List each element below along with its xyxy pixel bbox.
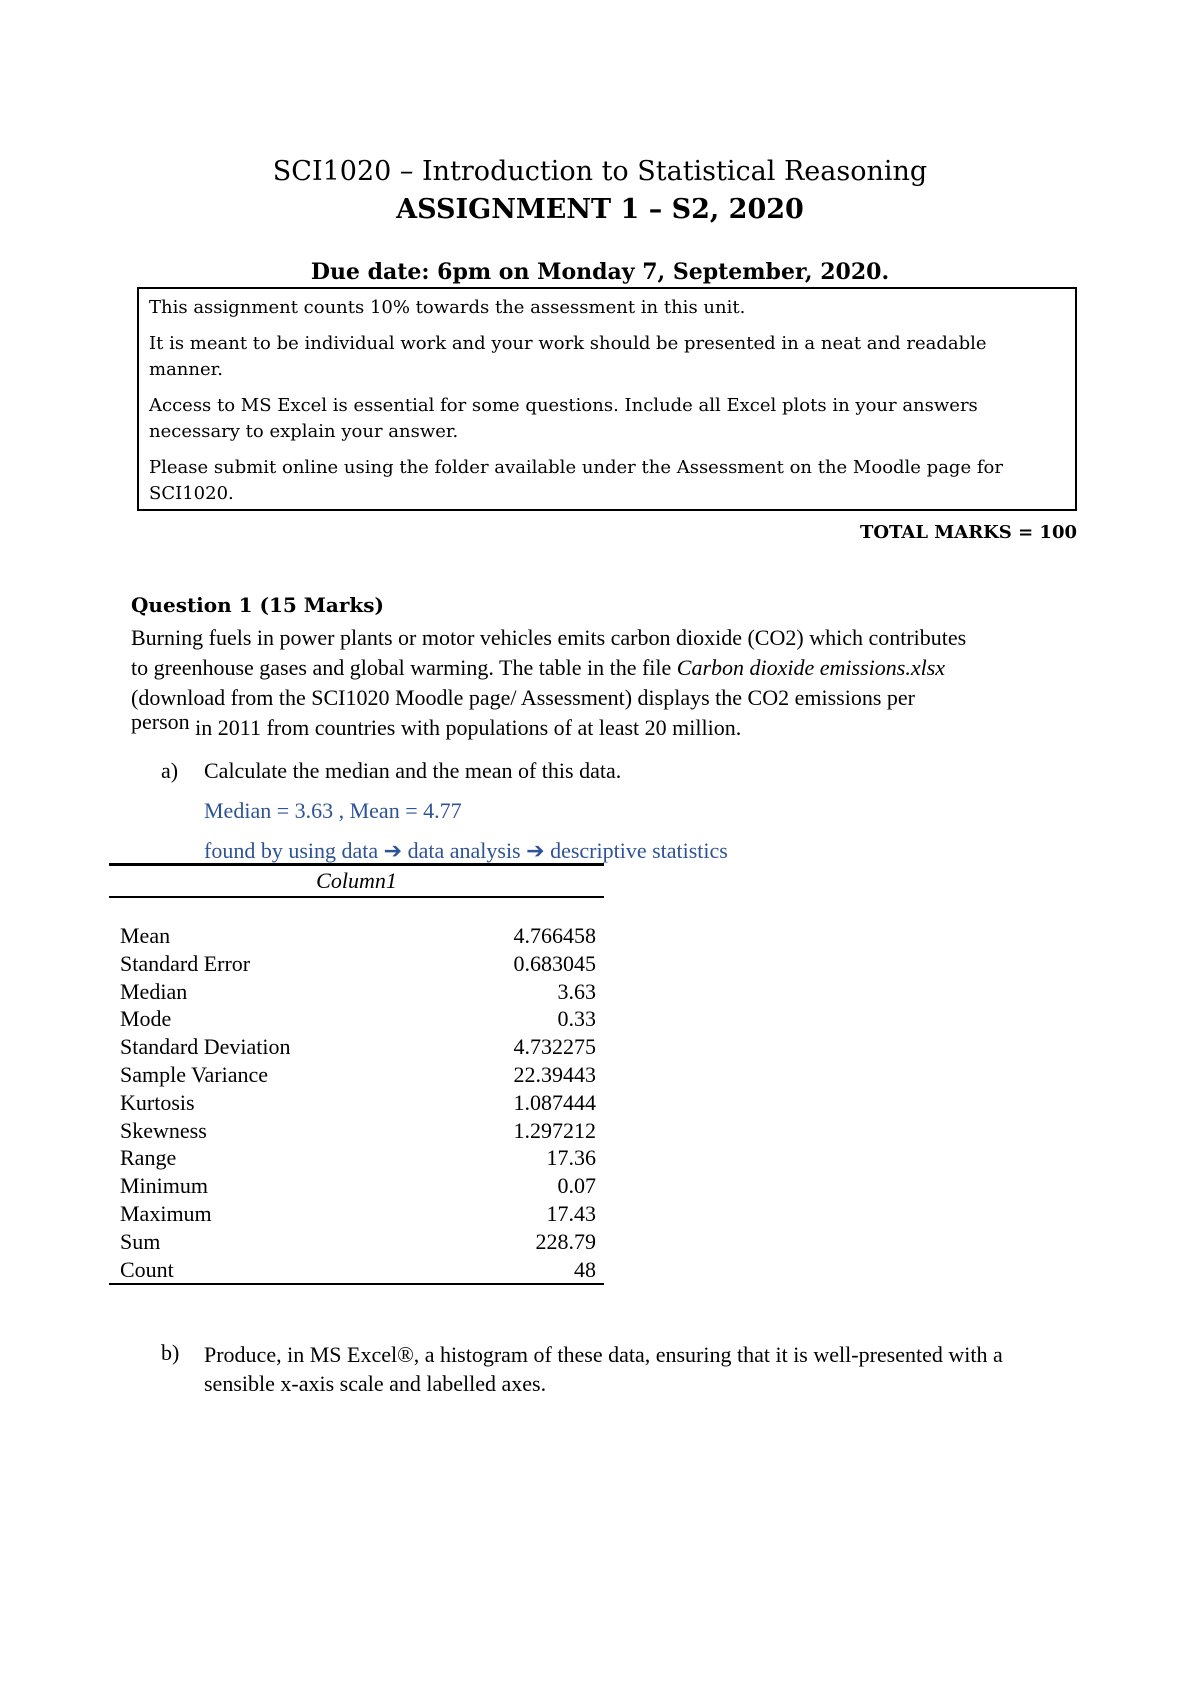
table-row [109, 1117, 604, 1145]
stat-label: Minimum [120, 1173, 209, 1199]
descriptive-statistics-table [109, 863, 604, 1285]
stat-value: 0.33 [557, 1006, 596, 1032]
table-row [109, 978, 604, 1006]
stat-value: 0.683045 [513, 950, 596, 976]
paragraph-line [131, 709, 1071, 743]
assignment-title: ASSIGNMENT 1 – S2, 2020 [396, 194, 804, 225]
stat-label: Standard Deviation [120, 1034, 291, 1060]
paragraph-text: person [131, 709, 190, 734]
info-paragraph: It is meant to be individual work and your work should be presented in a neat and readable manner. [149, 333, 987, 380]
part-a-answer: Median = 3.63 , Mean = 4.77 [204, 798, 462, 823]
info-paragraph: This assignment counts 10% towards the assessment in this unit. [149, 297, 746, 318]
part-a-question: Calculate the median and the mean of this data. [204, 758, 622, 783]
table-row [109, 1005, 604, 1033]
table-row [109, 922, 604, 950]
info-paragraph: Please submit online using the folder available under the Assessment on the Moodle page for SCI1020. [149, 457, 1003, 504]
method-text: data analysis [402, 838, 527, 863]
stat-label: Kurtosis [120, 1089, 195, 1115]
table-row [109, 1089, 604, 1117]
stat-value: 22.39443 [513, 1061, 596, 1087]
paragraph-text: to greenhouse gases and global warming. The table in the file [131, 655, 677, 680]
stat-label: Skewness [120, 1117, 207, 1143]
stat-label: Maximum [120, 1200, 212, 1226]
stat-value: 228.79 [535, 1228, 596, 1254]
table-spacer [109, 898, 604, 922]
table-row [109, 1144, 604, 1172]
arrow-icon: ➔ [526, 838, 545, 863]
table-row [109, 1172, 604, 1200]
stat-value: 3.63 [557, 978, 596, 1004]
table-row [109, 1228, 604, 1256]
table-row [109, 1061, 604, 1089]
paragraph-text: in 2011 from countries with populations of at least 20 million. [189, 715, 742, 740]
stat-value: 17.43 [546, 1200, 596, 1226]
stat-label: Mode [120, 1006, 172, 1032]
paragraph-line: Burning fuels in power plants or motor vehicles emits carbon dioxide (CO2) which contributes [131, 625, 967, 650]
table-bottom-rule [109, 1283, 604, 1285]
stat-label: Median [120, 978, 188, 1004]
question-1-heading: Question 1 (15 Marks) [131, 593, 384, 617]
stat-value: 48 [574, 1256, 596, 1282]
table-column-header: Column1 [109, 866, 604, 898]
file-name: Carbon dioxide emissions.xlsx [676, 655, 946, 680]
table-row [109, 1256, 604, 1284]
arrow-icon: ➔ [383, 838, 403, 863]
table-row [109, 950, 604, 978]
method-text: descriptive statistics [544, 838, 728, 863]
part-b-letter: b) [161, 1340, 180, 1365]
stat-label: Count [120, 1256, 174, 1282]
course-title: SCI1020 – Introduction to Statistical Reasoning [272, 156, 928, 187]
table-row [109, 1200, 604, 1228]
part-b-question: Produce, in MS Excel®, a histogram of these data, ensuring that it is well-presented with a sensible x-axis scale and labelled axes. [204, 1342, 1003, 1396]
stat-value: 4.732275 [513, 1034, 596, 1060]
info-paragraph: Access to MS Excel is essential for some questions. Include all Excel plots in your answers necessary to explain your answer. [149, 395, 978, 442]
question-1-paragraph [131, 623, 1071, 743]
stat-value: 17.36 [546, 1145, 596, 1171]
part-a-letter: a) [161, 758, 179, 783]
due-date: Due date: 6pm on Monday 7, September, 2020. [310, 259, 890, 285]
stat-label: Range [120, 1145, 177, 1171]
stat-label: Sample Variance [120, 1061, 269, 1087]
total-marks: TOTAL MARKS = 100 [859, 522, 1077, 543]
table-row [109, 1033, 604, 1061]
stat-label: Mean [120, 923, 171, 948]
paragraph-line: (download from the SCI1020 Moodle page/ Assessment) displays the CO2 emissions per [131, 685, 915, 710]
stat-value: 4.766458 [513, 923, 596, 948]
stat-value: 0.07 [557, 1173, 596, 1199]
part-a-method [204, 838, 728, 864]
stat-label: Sum [120, 1228, 161, 1254]
method-text: found by using data [204, 838, 384, 863]
stat-label: Standard Error [120, 950, 251, 976]
stat-value: 1.297212 [513, 1117, 596, 1143]
paragraph-line [131, 653, 1071, 683]
info-box [137, 287, 1077, 511]
stat-value: 1.087444 [513, 1089, 596, 1115]
